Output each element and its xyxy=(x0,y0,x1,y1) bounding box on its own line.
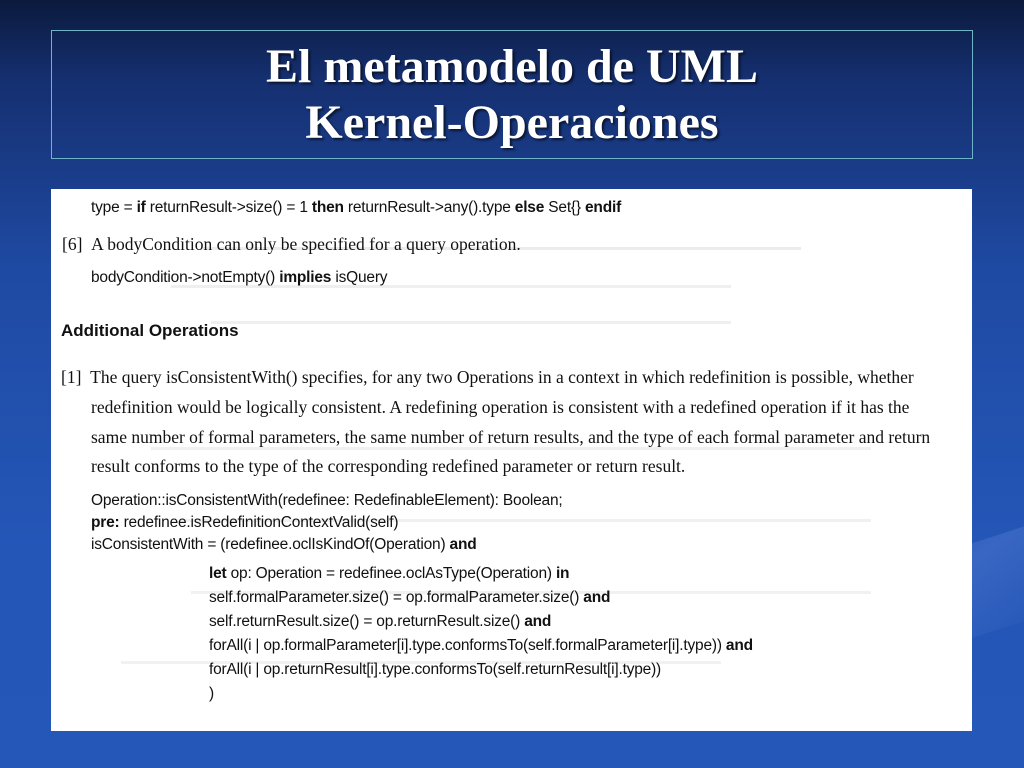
code-keyword: and xyxy=(524,613,552,630)
code-text: type = xyxy=(91,199,137,216)
operation-1-line-1 xyxy=(61,367,914,388)
code-keyword: and xyxy=(725,637,753,654)
code-keyword: if xyxy=(136,199,146,216)
code-text: op: Operation = redefinee.oclAsType(Operation) xyxy=(226,565,556,582)
code-closing-paren: ) xyxy=(209,685,214,702)
code-keyword: in xyxy=(555,565,570,582)
code-text: self.returnResult.size() = op.returnResult.size() xyxy=(209,613,525,630)
code-keyword: pre: xyxy=(91,514,120,531)
bleed-through-mark xyxy=(211,321,731,324)
code-body-line-4: forAll(i | op.returnResult[i].type.conformsTo(self.returnResult[i].type)) xyxy=(209,661,662,678)
code-text: returnResult->size() = 1 xyxy=(145,199,312,216)
code-text: isQuery xyxy=(331,269,388,286)
code-text: forAll(i | op.formalParameter[i].type.conformsTo(self.formalParameter[i].type)) xyxy=(209,637,726,654)
code-body-line-2 xyxy=(209,613,551,631)
code-keyword: then xyxy=(311,199,344,216)
code-text: self.formalParameter.size() = op.formalParameter.size() xyxy=(209,589,584,606)
operation-1-line-4: result conforms to the type of the corresponding redefined parameter or return result. xyxy=(91,456,686,476)
code-text: isConsistentWith = (redefinee.oclIsKindOf(Operation) xyxy=(91,536,450,553)
code-keyword: and xyxy=(449,536,477,553)
section-heading: Additional Operations xyxy=(61,321,239,340)
code-signature: Operation::isConsistentWith(redefinee: RedefinableElement): Boolean; xyxy=(91,492,563,509)
constraint-6 xyxy=(62,234,521,255)
slide-title xyxy=(51,30,973,159)
code-body-line-3 xyxy=(209,637,753,655)
operation-number: [1] xyxy=(61,367,82,387)
code-let-line xyxy=(209,565,569,583)
title-line-2: Kernel-Operaciones xyxy=(305,96,719,149)
operation-1-line-3: same number of formal parameters, the same number of return results, and the type of each formal parameter and return xyxy=(91,427,931,447)
constraint-6-ocl xyxy=(91,269,387,287)
code-definition xyxy=(91,536,477,554)
operation-text: The query isConsistentWith() specifies, for any two Operations in a context in which redefinition is possible, whether xyxy=(90,367,914,387)
constraint-number: [6] xyxy=(62,234,83,254)
ocl-type-line xyxy=(91,199,621,217)
operation-1-line-2: redefinition would be logically consistent. A redefining operation is consistent with a redefined operation if it has the xyxy=(91,397,910,417)
scanned-document-image xyxy=(51,189,972,731)
code-keyword: let xyxy=(209,565,227,582)
code-keyword: else xyxy=(514,199,545,216)
constraint-text: A bodyCondition can only be specified for a query operation. xyxy=(91,234,521,254)
title-line-1: El metamodelo de UML xyxy=(266,40,758,93)
code-keyword: and xyxy=(583,589,611,606)
code-precondition xyxy=(91,514,398,532)
code-text: returnResult->any().type xyxy=(343,199,515,216)
code-body-line-1 xyxy=(209,589,610,607)
code-text: bodyCondition->notEmpty() xyxy=(91,269,280,286)
code-text: Set{} xyxy=(544,199,585,216)
code-text: redefinee.isRedefinitionContextValid(self) xyxy=(119,514,399,531)
code-keyword: implies xyxy=(279,269,332,286)
code-keyword: endif xyxy=(585,199,622,216)
